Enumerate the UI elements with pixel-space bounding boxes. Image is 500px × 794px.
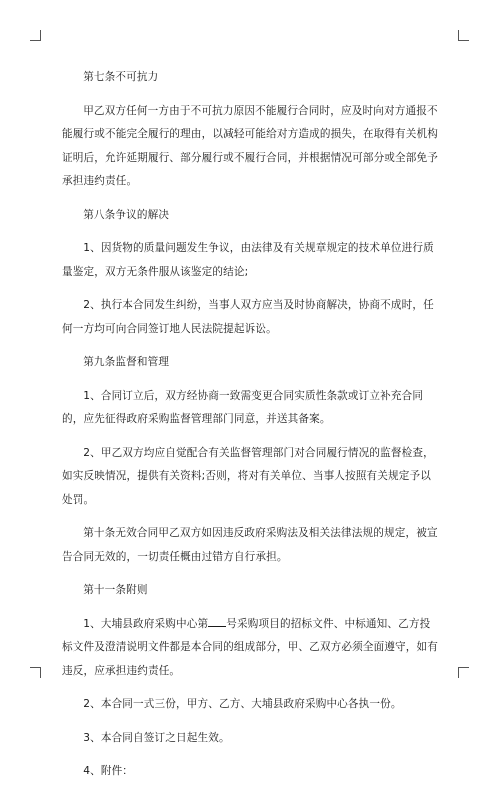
article-11-clause-2: 2、本合同一式三份，甲方、乙方、大埔县政府采购中心各执一份。 (83, 698, 402, 710)
article-7-heading: 第七条不可抗力 (83, 71, 159, 83)
clause-1-suffix: 号采购项目的招标文件、中标通知、乙方投标文件及澄清说明文件都是本合同的组成部分，甲、乙双方必须全面遵守，如有违反，应承担违约责任。 (62, 617, 439, 677)
document-body (62, 66, 440, 794)
corner-mark-bottom-left (30, 667, 41, 678)
article-9-clause-1: 1、合同订立后，双方经协商一致需变更合同实质性条款或订立补充合同的，应先征得政府采购监督管理部门同意，并送其备案。 (62, 389, 424, 425)
article-7-body: 甲乙双方任何一方由于不可抗力原因不能履行合同时，应及时向对方通报不能履行或不能完全履行的理由，以减轻可能给对方造成的损失，在取得有关机构证明后，允许延期履行、部分履行或不履行合同，并根据情况可部分或全部免予承担违约责任。 (62, 104, 439, 187)
article-8-heading: 第八条争议的解决 (83, 208, 170, 221)
clause-1-prefix: 1、大埔县政府采购中心第 (83, 617, 209, 630)
article-9-clause-2: 2、甲乙双方均应自觉配合有关监督管理部门对合同履行情况的监督检查，如实反映情况，提供有关资料;否则，将对有关单位、当事人按照有关规定予以处罚。 (62, 446, 434, 506)
article-9-heading: 第九条监督和管理 (83, 356, 170, 368)
article-11-clause-3: 3、本合同自签订之日起生效。 (83, 731, 230, 744)
corner-mark-top-left (30, 30, 41, 41)
project-number-blank (208, 616, 226, 627)
article-8-clause-1: 1、因货物的质量问题发生争议，由法律及有关规章规定的技术单位进行质量鉴定，双方无条件服从该鉴定的结论; (62, 242, 434, 278)
article-11-heading: 第十一条附则 (83, 584, 148, 596)
article-11-clause-1 (62, 613, 440, 684)
article-11-clause-4: 4、附件： (83, 765, 134, 777)
article-10-body: 第十条无效合同甲乙双方如因违反政府采购法及相关法律法规的规定，被宣告合同无效的，一切责任概由过错方自行承担。 (62, 527, 438, 563)
corner-mark-top-right (458, 30, 469, 41)
article-8-clause-2: 2、执行本合同发生纠纷，当事人双方应当及时协商解决，协商不成时，任何一方均可向合同签订地人民法院提起诉讼。 (62, 299, 434, 335)
corner-mark-bottom-right (458, 667, 469, 678)
